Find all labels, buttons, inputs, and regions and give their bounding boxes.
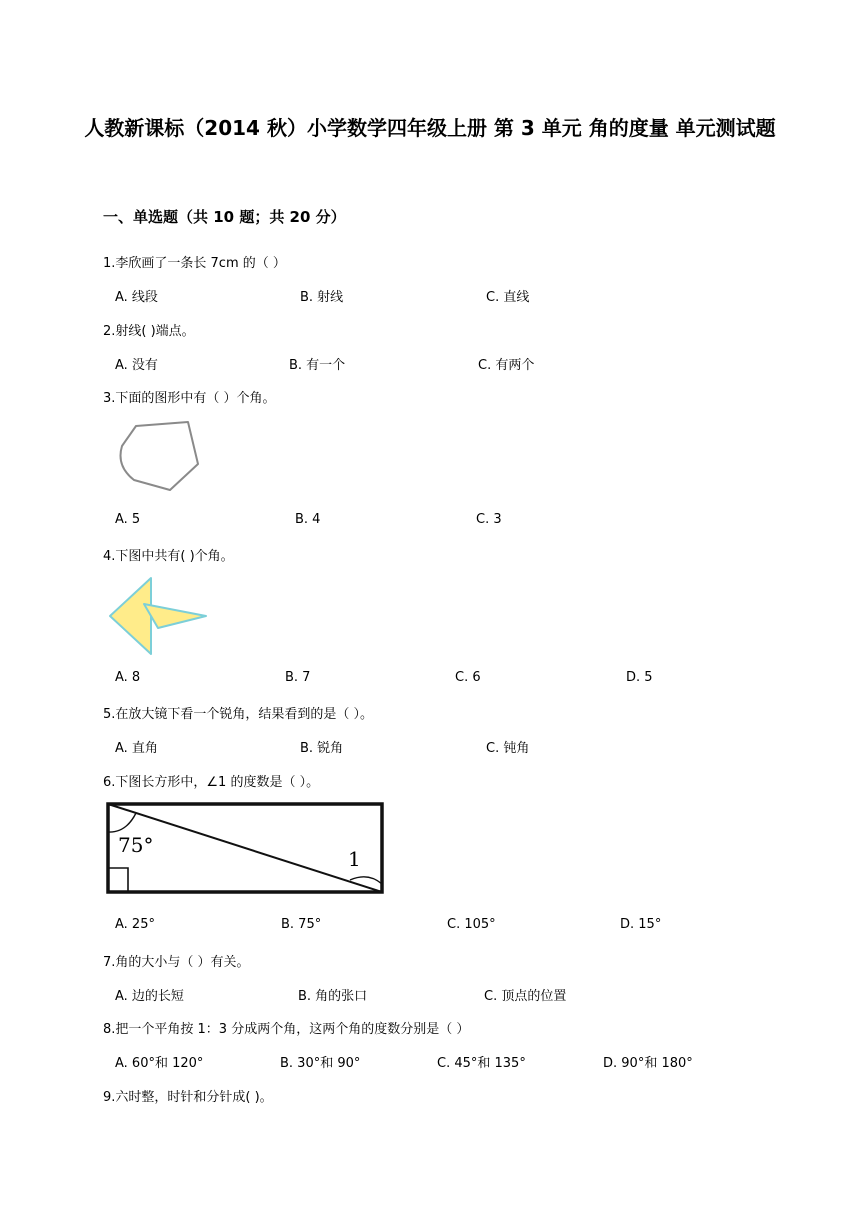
question-5: 5.在放大镜下看一个锐角，结果看到的是（ ）。 [103, 707, 374, 722]
q4-option-d[interactable]: D. 5 [626, 670, 653, 685]
q5-option-c[interactable]: C. 钝角 [486, 741, 530, 756]
q8-option-d[interactable]: D. 90°和 180° [603, 1056, 693, 1071]
question-3: 3.下面的图形中有（ ）个角。 [103, 391, 276, 406]
question-8: 8.把一个平角按 1：3 分成两个角，这两个角的度数分别是（ ） [103, 1022, 470, 1037]
q6-option-b[interactable]: B. 75° [281, 917, 322, 932]
q8-option-b[interactable]: B. 30°和 90° [280, 1056, 361, 1071]
question-2: 2.射线( )端点。 [103, 324, 195, 339]
question-1: 1.李欣画了一条长 7cm 的（ ） [103, 256, 286, 271]
q6-option-d[interactable]: D. 15° [620, 917, 662, 932]
q2-option-a[interactable]: A. 没有 [115, 358, 158, 373]
q7-option-b[interactable]: B. 角的张口 [298, 989, 368, 1004]
angle-1-label: 1 [348, 847, 361, 871]
q3-option-c[interactable]: C. 3 [476, 512, 502, 527]
question-6: 6.下图长方形中，∠1 的度数是（ ）。 [103, 775, 320, 790]
question-7: 7.角的大小与（ ）有关。 [103, 955, 250, 970]
question-4: 4.下图中共有( )个角。 [103, 549, 234, 564]
section-heading: 一、单选题（共 10 题；共 20 分） [103, 208, 346, 226]
angle-75-label: 75° [118, 833, 154, 857]
rectangle-diagonal-figure [104, 800, 386, 898]
q1-option-b[interactable]: B. 射线 [300, 290, 344, 305]
q6-option-a[interactable]: A. 25° [115, 917, 155, 932]
q4-option-a[interactable]: A. 8 [115, 670, 141, 685]
question-9: 9.六时整，时针和分针成( )。 [103, 1090, 273, 1105]
arrow-triangles-figure [106, 576, 210, 656]
q6-option-c[interactable]: C. 105° [447, 917, 496, 932]
q3-option-b[interactable]: B. 4 [295, 512, 321, 527]
pentagon-figure [114, 418, 206, 494]
q5-option-a[interactable]: A. 直角 [115, 741, 158, 756]
q4-option-b[interactable]: B. 7 [285, 670, 311, 685]
q8-option-c[interactable]: C. 45°和 135° [437, 1056, 526, 1071]
q2-option-c[interactable]: C. 有两个 [478, 358, 535, 373]
q7-option-a[interactable]: A. 边的长短 [115, 989, 184, 1004]
q2-option-b[interactable]: B. 有一个 [289, 358, 346, 373]
q4-option-c[interactable]: C. 6 [455, 670, 481, 685]
q5-option-b[interactable]: B. 锐角 [300, 741, 344, 756]
q1-option-a[interactable]: A. 线段 [115, 290, 158, 305]
q8-option-a[interactable]: A. 60°和 120° [115, 1056, 204, 1071]
q7-option-c[interactable]: C. 顶点的位置 [484, 989, 567, 1004]
page-title: 人教新课标（2014 秋）小学数学四年级上册 第 3 单元 角的度量 单元测试题 [84, 116, 776, 140]
q1-option-c[interactable]: C. 直线 [486, 290, 530, 305]
q3-option-a[interactable]: A. 5 [115, 512, 141, 527]
